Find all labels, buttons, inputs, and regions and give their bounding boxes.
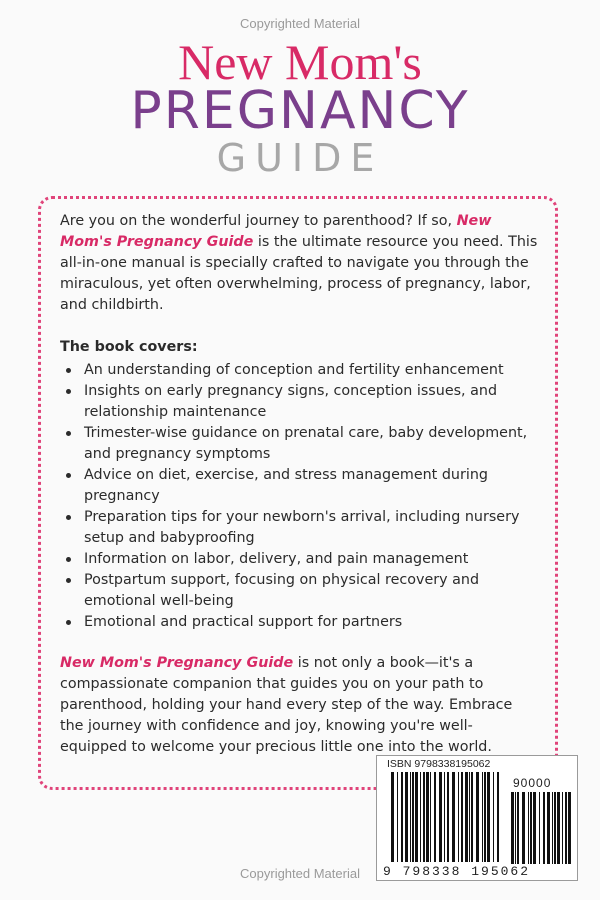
isbn-label: ISBN 9798338195062: [387, 758, 491, 770]
list-item: Preparation tips for your newborn's arrival, including nursery setup and babyproofing: [60, 507, 538, 549]
list-item: An understanding of conception and fertility enhancement: [60, 360, 538, 381]
outro-book-name: New Mom's Pregnancy Guide: [60, 655, 294, 671]
list-item: Postpartum support, focusing on physical recovery and emotional well-being: [60, 570, 538, 612]
title-line-3: GUIDE: [216, 136, 384, 180]
intro-post: is the ultimate resource you need. This all-in-one manual is specially crafted to navigate you through the miraculous, yet often overwhelming, process of pregnancy, labor, and childbirth.: [60, 234, 538, 313]
copyright-watermark-bottom: Copyrighted Material: [240, 866, 360, 881]
isbn-barcode: [376, 755, 578, 881]
outro-paragraph: [60, 653, 538, 758]
copyright-watermark-top: Copyrighted Material: [240, 16, 360, 31]
price-code: 90000: [513, 776, 552, 790]
intro-paragraph: [60, 211, 538, 316]
list-item: Emotional and practical support for partners: [60, 612, 538, 633]
title-line-1: New Mom's: [178, 34, 422, 90]
description-content: [60, 211, 538, 758]
intro-book-name: New Mom's Pregnancy Guide: [60, 213, 492, 250]
list-item: Information on labor, delivery, and pain management: [60, 549, 538, 570]
covers-list: [60, 360, 538, 633]
barcode-digits: 9 798338 195062: [383, 864, 531, 879]
barcode-bars-icon: [377, 756, 577, 880]
list-item: Trimester-wise guidance on prenatal care, baby development, and pregnancy symptoms: [60, 423, 538, 465]
covers-heading: The book covers:: [60, 339, 198, 355]
list-item: Advice on diet, exercise, and stress management during pregnancy: [60, 465, 538, 507]
outro-post: is not only a book—it's a compassionate companion that guides you on your path to parenthood, holding your hand every step of the way. Embrace the journey with confidence and joy, knowing you're well-equipped to welcome your precious little one into the world.: [60, 655, 513, 755]
intro-pre: Are you on the wonderful journey to parenthood? If so,: [60, 213, 457, 229]
list-item: Insights on early pregnancy signs, conception issues, and relationship maintenance: [60, 381, 538, 423]
title-line-2: PREGNANCY: [130, 81, 470, 141]
